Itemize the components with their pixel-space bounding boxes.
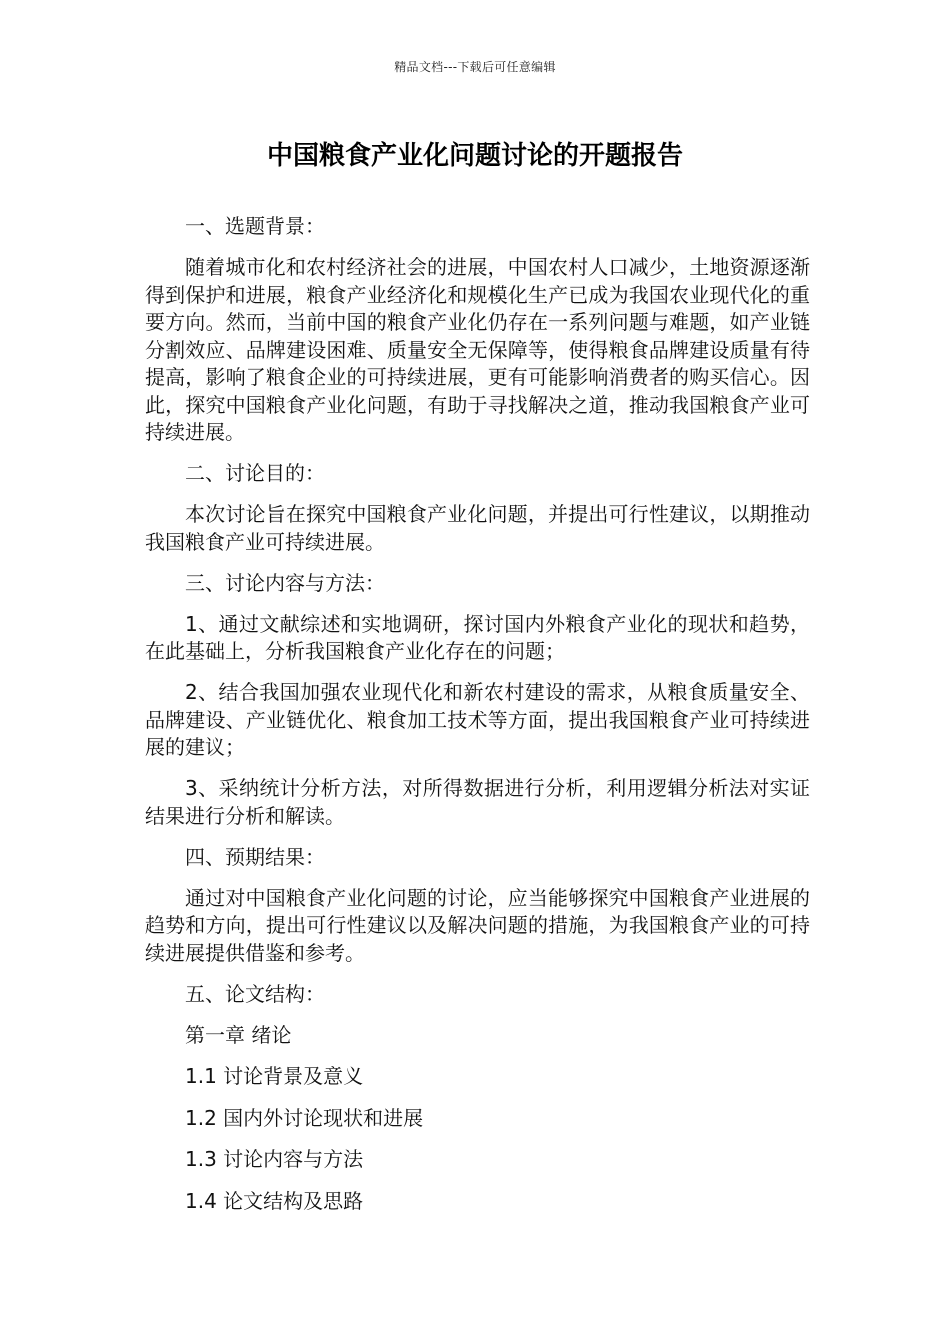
section-heading-background: 一、选题背景： xyxy=(185,214,325,238)
document-title: 中国粮食产业化问题讨论的开题报告 xyxy=(266,141,683,171)
header-note: 精品文档---下载后可任意编辑 xyxy=(394,60,556,74)
toc-item: 第一章 绪论 xyxy=(185,1022,292,1047)
paragraph-expected-results: 通过对中国粮食产业化问题的讨论，应当能够探究中国粮食产业进展的趋势和方向，提出可行性建议以及解决问题的措施，为我国粮食产业的可持续进展提供借鉴和参考。 xyxy=(145,885,810,965)
paragraph-method-1: 1、通过文献综述和实地调研，探讨国内外粮食产业化的现状和趋势，在此基础上，分析我国粮食产业化存在的问题； xyxy=(145,611,810,663)
document-body xyxy=(145,213,810,1229)
section-heading-structure: 五、论文结构： xyxy=(185,981,325,1006)
section-heading-content-method: 三、讨论内容与方法： xyxy=(185,570,385,595)
paragraph-method-3: 3、采纳统计分析方法，对所得数据进行分析，利用逻辑分析法对实证结果进行分析和解读。 xyxy=(145,776,810,828)
paragraph-method-2: 2、结合我国加强农业现代化和新农村建设的需求，从粮食质量安全、品牌建设、产业链优化、粮食加工技术等方面，提出我国粮食产业可持续进展的建议； xyxy=(145,680,810,759)
toc-item: 1.2 国内外讨论现状和进展 xyxy=(185,1105,424,1130)
section-heading-expected-results: 四、预期结果： xyxy=(185,844,325,869)
toc-item: 1.1 讨论背景及意义 xyxy=(185,1064,364,1088)
toc-item: 1.4 论文结构及思路 xyxy=(185,1188,364,1213)
section-heading-purpose: 二、讨论目的： xyxy=(185,461,325,485)
paragraph-background: 随着城市化和农村经济社会的进展，中国农村人口减少，土地资源逐渐得到保护和进展，粮食产业经济化和规模化生产已成为我国农业现代化的重要方向。然而，当前中国的粮食产业化仍存在一系列问题与难题，如产业链分割效应、品牌建设困难、质量安全无保障等，使得粮食品牌建设质量有待提高，影响了粮食企业的可持续进展，更有可能影响消费者的购买信心。因此，探究中国粮食产业化问题，有助于寻找解决之道，推动我国粮食产业可持续进展。 xyxy=(145,255,810,444)
paragraph-purpose: 本次讨论旨在探究中国粮食产业化问题，并提出可行性建议，以期推动我国粮食产业可持续进展。 xyxy=(145,502,810,554)
toc-item: 1.3 讨论内容与方法 xyxy=(185,1147,364,1171)
